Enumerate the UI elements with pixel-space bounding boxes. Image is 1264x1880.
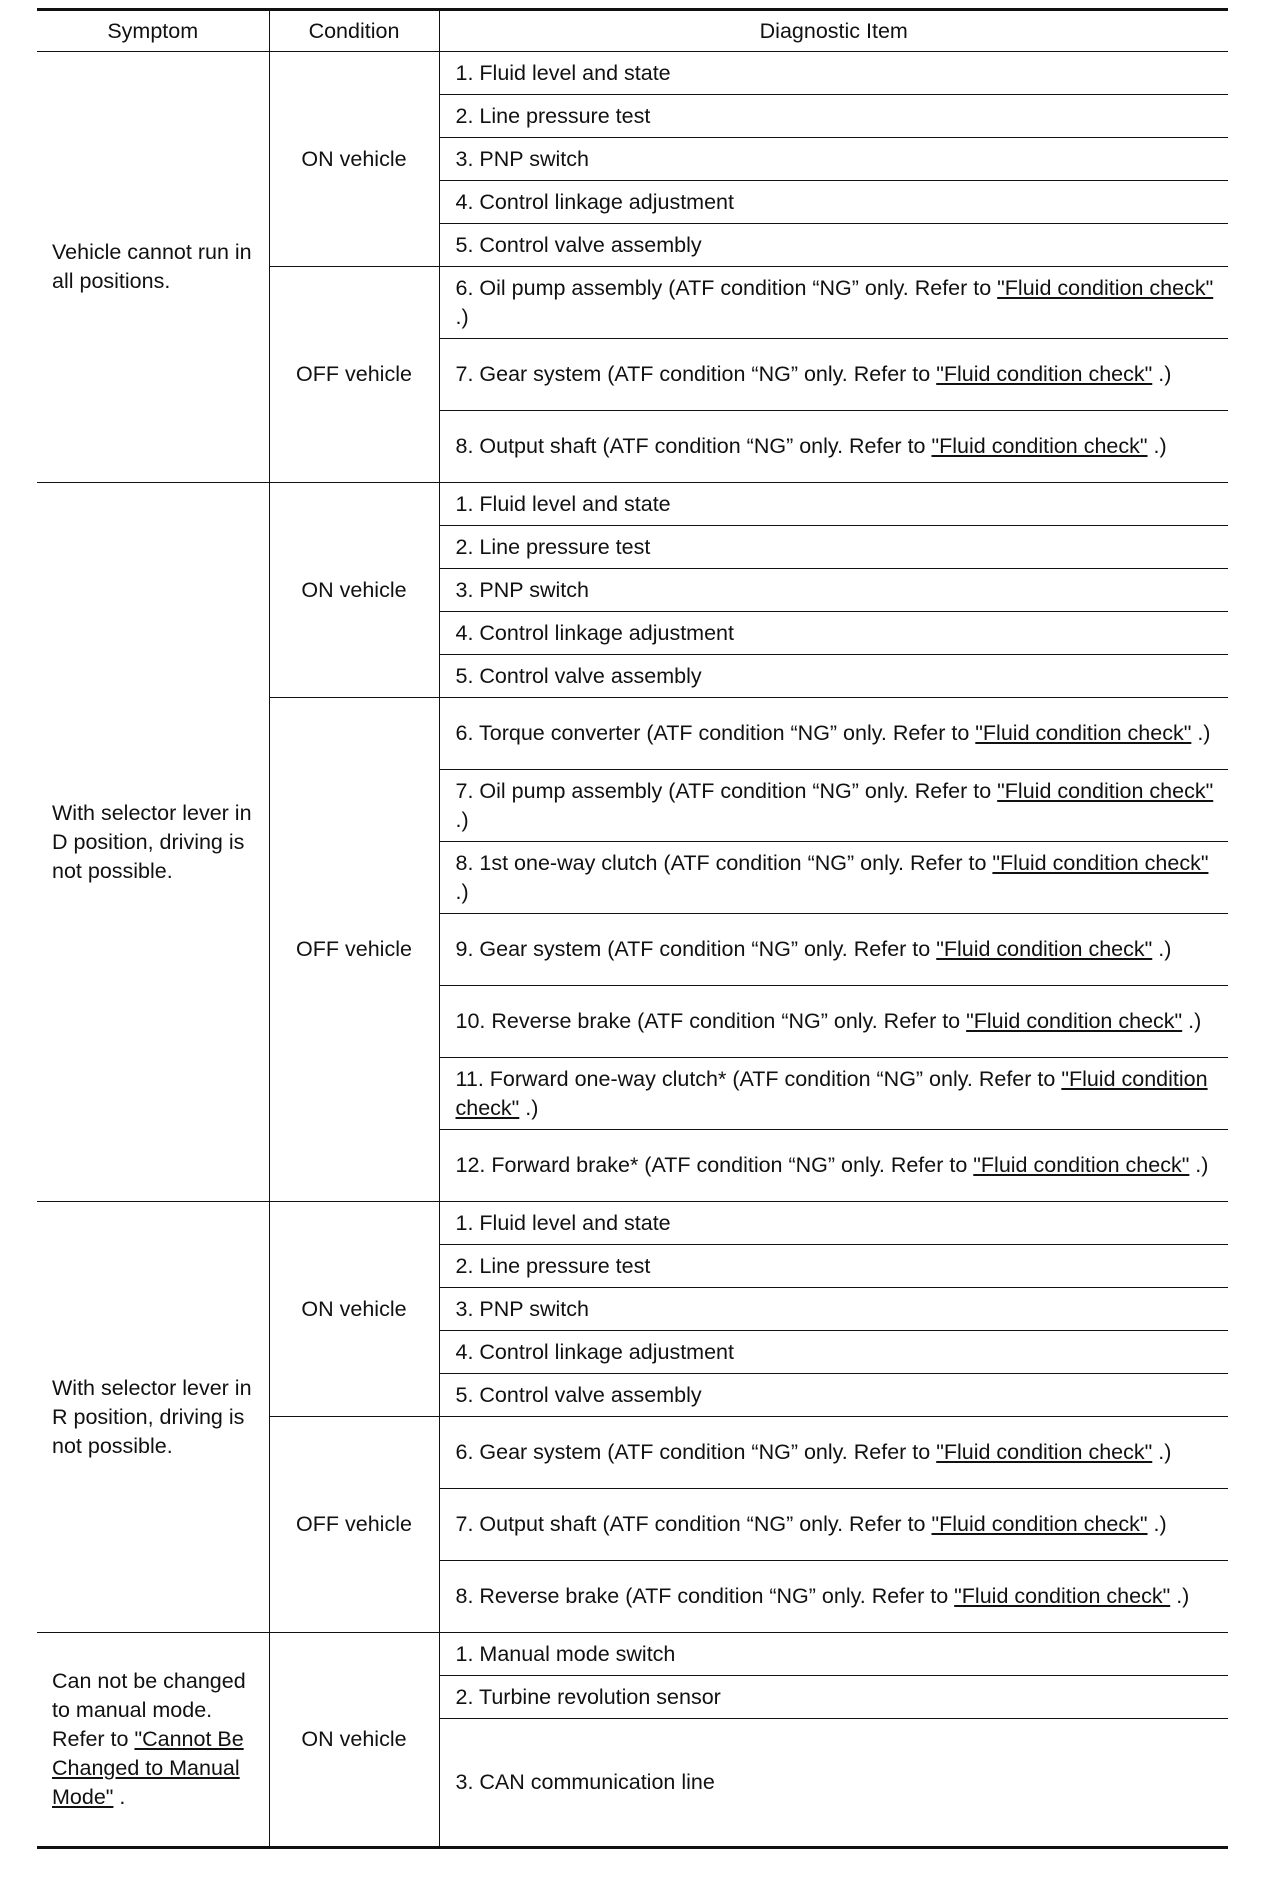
condition-cell: OFF vehicle xyxy=(269,698,439,1202)
diagnostic-item-text: 6. Torque converter (ATF condition “NG” only. Refer to xyxy=(455,721,976,745)
diagnostic-item-cell xyxy=(439,698,1228,770)
fluid-condition-check-link[interactable]: "Fluid condition check" xyxy=(936,362,1153,386)
diagnostic-item-cell xyxy=(439,181,1228,224)
fluid-condition-check-link[interactable]: "Fluid condition check" xyxy=(966,1009,1183,1033)
diagnostic-item-text: 6. Oil pump assembly (ATF condition “NG” only. Refer to xyxy=(455,275,998,300)
fluid-condition-check-link[interactable]: "Fluid condition check" xyxy=(997,275,1214,300)
diagnostic-item-cell xyxy=(439,986,1228,1058)
diagnostic-item-cell xyxy=(439,483,1228,526)
header-condition: Condition xyxy=(269,10,439,52)
diagnostic-item-cell xyxy=(439,411,1228,483)
symptom-cell xyxy=(37,1202,269,1633)
diagnostic-item-tail: .) xyxy=(455,879,469,904)
diagnostic-item-text: 7. Gear system (ATF condition “NG” only. Refer to xyxy=(455,362,937,386)
diagnostic-item-cell xyxy=(439,914,1228,986)
symptom-text: Vehicle cannot run in all positions. xyxy=(52,240,252,293)
diagnostic-item-cell xyxy=(439,224,1228,267)
fluid-condition-check-link[interactable]: "Fluid condition check" xyxy=(975,721,1192,745)
symptom-cell xyxy=(37,483,269,1202)
condition-cell: OFF vehicle xyxy=(269,1417,439,1633)
table-row xyxy=(37,1633,1228,1676)
fluid-condition-check-link[interactable]: "Fluid condition check" xyxy=(455,1066,1208,1120)
diagnostic-item-text: 12. Forward brake* (ATF condition “NG” only. Refer to xyxy=(455,1153,974,1177)
diagnostic-item-text: 2. Line pressure test xyxy=(455,534,651,559)
diagnostic-item-text: 8. 1st one-way clutch (ATF condition “NG” only. Refer to xyxy=(455,850,993,875)
diagnostic-item-cell xyxy=(439,1676,1228,1719)
header-diagnostic-item: Diagnostic Item xyxy=(439,10,1228,52)
diagnostic-item-cell xyxy=(439,1130,1228,1202)
fluid-condition-check-link[interactable]: "Fluid condition check" xyxy=(997,778,1214,803)
diagnostic-item-tail: .) xyxy=(1152,1440,1172,1464)
diagnostic-item-cell xyxy=(439,1489,1228,1561)
symptom-text-tail: . xyxy=(113,1785,126,1809)
diagnostic-item-cell xyxy=(439,770,1228,842)
diagnostic-item-text: 5. Control valve assembly xyxy=(455,232,702,257)
diagnostic-item-cell xyxy=(439,569,1228,612)
diagnostic-item-cell xyxy=(439,1374,1228,1417)
diagnostic-item-cell xyxy=(439,267,1228,339)
diagnostic-item-cell xyxy=(439,655,1228,698)
diagnostic-item-text: 1. Fluid level and state xyxy=(455,1210,671,1235)
diagnostic-item-cell xyxy=(439,52,1228,95)
condition-cell: ON vehicle xyxy=(269,52,439,267)
diagnostic-item-cell xyxy=(439,138,1228,181)
diagnostic-item-tail: .) xyxy=(1152,362,1172,386)
diagnostic-item-cell xyxy=(439,339,1228,411)
diagnostic-item-text: 5. Control valve assembly xyxy=(455,663,702,688)
diagnostic-item-text: 3. PNP switch xyxy=(455,1296,589,1321)
diagnostic-item-tail: .) xyxy=(1170,1584,1190,1608)
diagnostic-item-cell xyxy=(439,1058,1228,1130)
diagnostic-item-cell xyxy=(439,95,1228,138)
diagnostic-item-cell xyxy=(439,1633,1228,1676)
condition-cell: ON vehicle xyxy=(269,1202,439,1417)
diagnostic-item-cell xyxy=(439,842,1228,914)
symptom-text: Can not be changed to manual mode. Refer to xyxy=(52,1669,246,1751)
fluid-condition-check-link[interactable]: "Fluid condition check" xyxy=(954,1584,1171,1608)
diagnostic-item-tail: .) xyxy=(1152,937,1172,961)
symptom-cell xyxy=(37,1633,269,1848)
diagnostic-item-tail: .) xyxy=(455,807,469,832)
diagnostic-item-text: 5. Control valve assembly xyxy=(455,1382,702,1407)
diagnostic-item-text: 1. Fluid level and state xyxy=(455,60,671,85)
diagnostic-item-cell xyxy=(439,1719,1228,1848)
fluid-condition-check-link[interactable]: "Fluid condition check" xyxy=(931,1512,1148,1536)
diagnostic-item-cell xyxy=(439,1331,1228,1374)
diagnostic-item-text: 4. Control linkage adjustment xyxy=(455,620,734,645)
diagnostic-item-tail: .) xyxy=(519,1095,539,1120)
fluid-condition-check-link[interactable]: "Fluid condition check" xyxy=(931,434,1148,458)
diagnostic-item-text: 4. Control linkage adjustment xyxy=(455,1339,734,1364)
fluid-condition-check-link[interactable]: "Fluid condition check" xyxy=(973,1153,1190,1177)
symptom-text: With selector lever in D position, driving is not possible. xyxy=(52,800,252,883)
diagnostic-item-text: 3. PNP switch xyxy=(455,577,589,602)
diagnostic-item-cell xyxy=(439,1245,1228,1288)
diagnostic-item-cell xyxy=(439,1202,1228,1245)
diagnostic-table xyxy=(37,8,1228,1849)
diagnostic-item-tail: .) xyxy=(455,304,469,329)
diagnostic-item-text: 10. Reverse brake (ATF condition “NG” only. Refer to xyxy=(455,1009,967,1033)
fluid-condition-check-link[interactable]: "Fluid condition check" xyxy=(992,850,1209,875)
diagnostic-item-text: 7. Output shaft (ATF condition “NG” only. Refer to xyxy=(455,1512,932,1536)
diagnostic-item-text: 11. Forward one-way clutch* (ATF condition “NG” only. Refer to xyxy=(455,1066,1062,1091)
fluid-condition-check-link[interactable]: "Fluid condition check" xyxy=(936,937,1153,961)
diagnostic-item-cell xyxy=(439,1417,1228,1489)
diagnostic-item-text: 2. Line pressure test xyxy=(455,103,651,128)
header-symptom: Symptom xyxy=(37,10,269,52)
diagnostic-item-cell xyxy=(439,526,1228,569)
table-row xyxy=(37,483,1228,526)
diagnostic-item-cell xyxy=(439,1288,1228,1331)
table-row xyxy=(37,1202,1228,1245)
diagnostic-item-text: 8. Output shaft (ATF condition “NG” only. Refer to xyxy=(455,434,932,458)
condition-cell: ON vehicle xyxy=(269,1633,439,1848)
diagnostic-item-tail: .) xyxy=(1147,434,1167,458)
diagnostic-item-tail: .) xyxy=(1147,1512,1167,1536)
symptom-reference-link[interactable]: "Cannot Be Changed to Manual Mode" xyxy=(52,1727,244,1809)
diagnostic-item-tail: .) xyxy=(1191,721,1211,745)
symptom-cell xyxy=(37,52,269,483)
table-row xyxy=(37,52,1228,95)
symptom-text: With selector lever in R position, driving is not possible. xyxy=(52,1375,252,1458)
diagnostic-item-text: 7. Oil pump assembly (ATF condition “NG” only. Refer to xyxy=(455,778,998,803)
diagnostic-item-text: 9. Gear system (ATF condition “NG” only. Refer to xyxy=(455,937,937,961)
diagnostic-item-text: 3. PNP switch xyxy=(455,146,589,171)
header-row xyxy=(37,10,1228,52)
diagnostic-item-text: 3. CAN communication line xyxy=(455,1770,715,1794)
diagnostic-item-text: 4. Control linkage adjustment xyxy=(455,189,734,214)
condition-cell: ON vehicle xyxy=(269,483,439,698)
diagnostic-item-tail: .) xyxy=(1182,1009,1202,1033)
diagnostic-item-tail: .) xyxy=(1189,1153,1209,1177)
diagnostic-item-text: 2. Line pressure test xyxy=(455,1253,651,1278)
diagnostic-item-text: 6. Gear system (ATF condition “NG” only. Refer to xyxy=(455,1440,937,1464)
condition-cell: OFF vehicle xyxy=(269,267,439,483)
table-body xyxy=(37,52,1228,1848)
diagnostic-item-text: 1. Manual mode switch xyxy=(455,1641,676,1666)
diagnostic-item-cell xyxy=(439,612,1228,655)
diagnostic-item-text: 1. Fluid level and state xyxy=(455,491,671,516)
fluid-condition-check-link[interactable]: "Fluid condition check" xyxy=(936,1440,1153,1464)
diagnostic-item-text: 2. Turbine revolution sensor xyxy=(455,1684,721,1709)
diagnostic-item-cell xyxy=(439,1561,1228,1633)
diagnostic-item-text: 8. Reverse brake (ATF condition “NG” only. Refer to xyxy=(455,1584,955,1608)
